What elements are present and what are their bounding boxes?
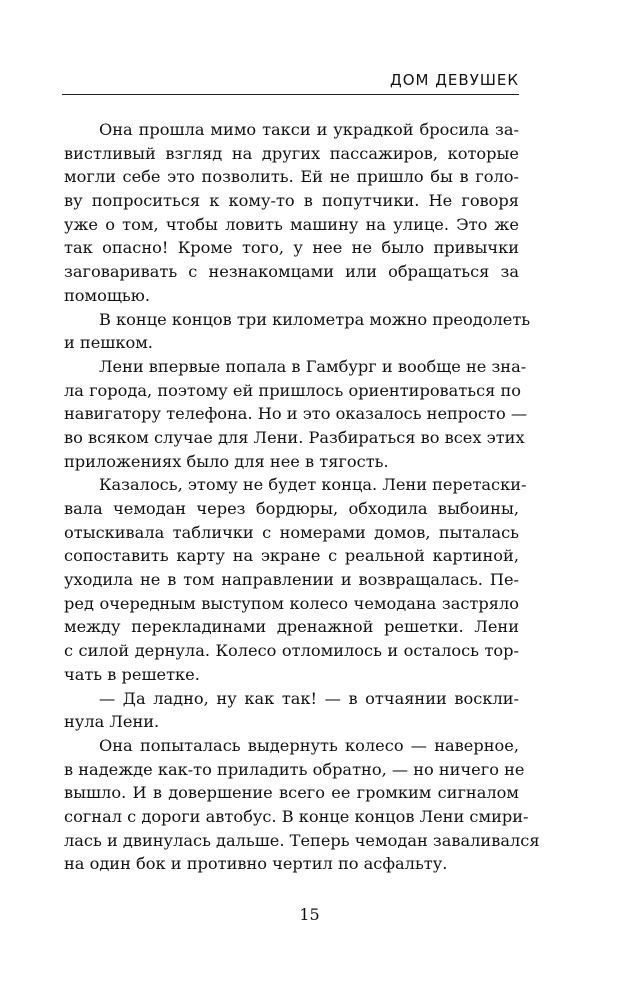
text-line: помощью. xyxy=(64,285,150,305)
text-line: Она попыталась выдернуть колесо — наверное, xyxy=(99,735,519,755)
paragraph xyxy=(64,687,519,734)
paragraph xyxy=(64,118,519,308)
text-line: с силой дернула. Колесо отломилось и осталось тор- xyxy=(64,641,519,661)
text-line: в надежде как-то приладить обратно, — но ничего не xyxy=(64,759,525,779)
paragraph xyxy=(64,308,531,355)
text-line: приложениях было для нее в тягость. xyxy=(64,451,389,471)
paragraph xyxy=(64,734,540,876)
running-head xyxy=(62,64,519,95)
text-line: ред очередным выступом колесо чемодана застряло xyxy=(64,593,519,613)
text-line: отыскивала таблички с номерами домов, пыталась xyxy=(64,522,519,542)
text-line: на один бок и противно чертил по асфальту. xyxy=(64,854,448,874)
page-number: 15 xyxy=(299,905,320,924)
paragraph xyxy=(64,355,528,473)
text-line: Казалось, этому не будет конца. Лени перетаски- xyxy=(99,475,527,495)
running-title: ДОМ ДЕВУШЕК xyxy=(389,71,519,89)
text-line: уже о том, чтобы ловить машину на улице. Это же xyxy=(64,214,519,234)
text-line: Она прошла мимо такси и украдкой бросила за- xyxy=(99,120,519,139)
text-line: В конце концов три километра можно преодолеть xyxy=(99,309,531,329)
text-line: вышло. И в довершение всего ее громким сигналом xyxy=(64,783,519,803)
text-line: вистливый взгляд на других пассажиров, которые xyxy=(64,143,519,163)
text-line: — Да ладно, ну как так! — в отчаянии воскли- xyxy=(99,688,519,708)
text-line: чать в решетке. xyxy=(64,664,200,684)
text-line: лась и двинулась дальше. Теперь чемодан заваливался xyxy=(64,830,540,850)
text-line: ву попроситься к кому-то в попутчики. Не говоря xyxy=(64,191,519,211)
text-line: так опасно! Кроме того, у нее не было привычки xyxy=(64,238,519,258)
text-line: сопоставить карту на экране с реальной картиной, xyxy=(64,546,519,566)
text-line: навигатору телефона. Но и это оказалось непросто — xyxy=(64,404,528,424)
text-line: и пешком. xyxy=(64,333,153,353)
text-line: заговаривать с незнакомцами или обращаться за xyxy=(64,262,519,282)
text-line: вала чемодан через бордюры, обходила выбоины, xyxy=(64,499,519,518)
text-line: Лени впервые попала в Гамбург и вообще не зна- xyxy=(99,356,527,376)
text-line: между перекладинами дренажной решетки. Лени xyxy=(64,617,519,637)
text-line: ла города, поэтому ей пришлось ориентироваться по xyxy=(64,380,522,400)
text-line: могли себе это позволить. Ей не пришло бы в голо- xyxy=(64,167,519,187)
text-line: во всяком случае для Лени. Разбираться во всех этих xyxy=(64,427,525,447)
paragraph xyxy=(64,473,527,686)
text-line: согнал с дороги автобус. В конце концов Лени смири- xyxy=(64,806,529,826)
body-text xyxy=(64,118,540,876)
text-line: нула Лени. xyxy=(64,712,160,732)
text-line: уходила не в том направлении и возвращалась. Пе- xyxy=(64,570,519,590)
